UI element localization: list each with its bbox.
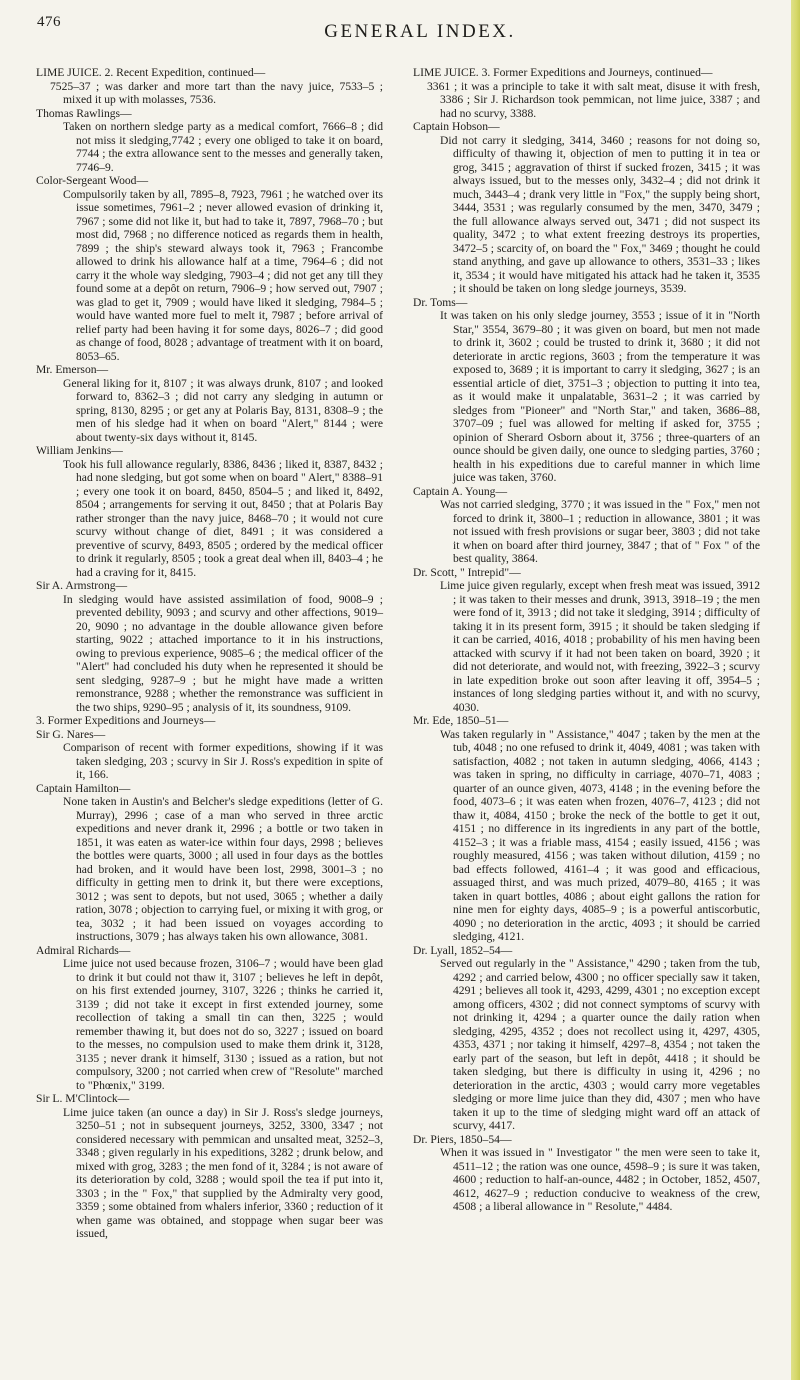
index-entry: [413, 566, 760, 715]
index-entry: [36, 728, 383, 782]
index-entry: [36, 1092, 383, 1241]
entry-text: Was taken regularly in " Assistance," 4047 ; taken by the men at the tub, 4048 ; no one refused to drink it, 4049, 4081 ; was taken with satisfaction, 4082 ; not taken in autumn sledging, 4066, 4143 ; was taken in spring, no difficulty in carriage, 4070–71, 4083 ; quarter of an ounce given, 4073, 4148 ; in the evening before the food, 4073–6 ; it was eaten when frozen, 4076–7, 4123 ; did not thaw it, 4084, 4150 ; broke the neck of the bottle to get it out, 4151 ; no difference in its ingredients in any part of the bottle, 4152–3 ; it was a friable mass, 4154 ; easily issued, 4156 ; was roughly measured, 4156 ; was taken without dilution, 4159 ; no bad effects followed, 4161–4 ; it was good and efficacious, assuaged thirst, and was much prized, 4079–80, 4165 ; it was taken in quart bottles, 4086 ; about eight gallons the ration for nine men for eighty days, 4085–9 ; is a powerful antiscorbutic, 4090 ; no deterioration in the arctic, 4093 ; it should be carried sledging, 4121.: [440, 727, 760, 943]
entry-text: None taken in Austin's and Belcher's sledge expeditions (letter of G. Murray), 2996 ; case of a man who served in three arctic expeditions and never drank it, 2996 ; a bottle or two taken in 1851, it was eaten as water-ice within four days, 2998 ; believes the bottles were quarts, 3000 ; all used in four days as the bottles had broken, and it would have been lost, 2998, 3001–3 ; no difficulty in getting men to drink it, but there were exceptions, 3012 ; was sent to depots, but not used, 3065 ; whether a daily ration, 3078 ; objection to carrying fuel, or mixing it with grog, or tea, 3032 ; it had been issued on voyages according to instructions, 3079 ; has always taken his own allowance, 3081.: [63, 795, 383, 943]
entry-text: When it was issued in " Investigator " the men were seen to take it, 4511–12 ; the ration was one ounce, 4598–9 ; is sure it was taken, 4600 ; reduction to half-an-ounce, 4482 ; in October, 1852, 4507, 4612, 4627–9 ; reduction conducive to weakness of the crew, 4508 ; a liberal allowance in " Resolute," 4484.: [440, 1146, 760, 1213]
entry-name: Color-Sergeant Wood—: [36, 174, 149, 187]
index-entry: [413, 714, 760, 944]
entry-text: Compulsorily taken by all, 7895–8, 7923, 7961 ; he watched over its issue sometimes, 7961–2 ; never allowed evasion of drinking it, 7967 ; some did not like it, but had to take it, 7897, 7968–70 ; but most did, 7968 ; no difference noticed as regards them in health, 7899 ; the ship's steward always took it, 7963 ; Francombe allowed to drink his allowance half at a time, 7964–6 ; did not carry it the whole way sledging, 7903–4 ; did not get any till they found some at a depôt on return, 7906–9 ; how served out, 7907 ; was glad to get it, 7909 ; would have liked it sledging, 7984–5 ; would have wanted more fuel to melt it, 7987 ; before arrival of relief party had been having it for some days, 8026–7 ; did good as change of food, 8028 ; advantage of treatment with it on board, 8053–65.: [63, 187, 383, 363]
index-entry: [36, 579, 383, 714]
entry-text: Lime juice taken (an ounce a day) in Sir J. Ross's sledge journeys, 3250–51 ; not in subsequent journeys, 3252, 3300, 3347 ; not considered necessary with pemmican and unsalted meat, 3252–3, 3348 ; given regularly in his expeditions, 3282 ; drunk below, and mixed with grog, 3283 ; the men fond of it, 3284 ; is not aware of its deterioration by cold, 3288 ; would spoil the tea if put into it, 3303 ; in the " Fox," that supplied by the Admiralty very good, 3359 ; some obtained from whalers inferior, 3360 ; reduction of it when game was obtained, and stoppage when sugar beer was issued,: [63, 1105, 383, 1240]
entry-name: Sir A. Armstrong—: [36, 579, 128, 592]
continuation-head: LIME JUICE. 3. Former Expeditions and Journeys, continued—: [413, 66, 713, 79]
index-entry: [413, 120, 760, 296]
entry-name: Dr. Lyall, 1852–54—: [413, 943, 513, 957]
entry-name: Captain Hobson—: [413, 120, 500, 133]
entry-name: Sir G. Nares—: [36, 727, 106, 741]
entry-text: Served out regularly in the " Assistance," 4290 ; taken from the tub, 4292 ; and carried below, 4300 ; no officer specially saw it taken, 4291 ; believes all took it, 4293, 4299, 4301 ; no exception except among officers, 4302 ; did not connect symptoms of scurvy with not drinking it, 4294 ; a quarter ounce the daily ration when sledging, 4295, 4352 ; does not recollect using it, 4297, 4305, 4353, 4371 ; nor taking it himself, 4297–8, 4354 ; not taken the early part of the season, but left in depôt, 4418 ; it should be taken sledging, but there is difficulty in using it, 4296 ; no deterioration in the arctic, 4303 ; would carry more vegetables sledging or more lime juice than they did, 4307 ; men who have taken it up to the time of sledging might ward off an attack of scurvy, 4417.: [440, 957, 760, 1132]
continuation-head: LIME JUICE. 2. Recent Expedition, continued—: [36, 66, 266, 79]
entry-name: Thomas Rawlings—: [36, 106, 132, 120]
index-entry: [36, 174, 383, 363]
right-column: [413, 66, 760, 1214]
index-entry: [413, 296, 760, 485]
entry-text: Was not carried sledging, 3770 ; it was issued in the " Fox," men not forced to drink it, 3800–1 ; reduction in allowance, 3801 ; it was not issued with fresh provisions or sugar beer, 3803 ; did not take it when on board after third journey, 3847 ; that of " Fox " of the best quality, 3864.: [440, 498, 760, 565]
continuation-text: 7525–37 ; was darker and more tart than the navy juice, 7533–5 ; mixed it up with molasses, 7536.: [50, 79, 383, 106]
index-entry: [36, 782, 383, 944]
entry-name: Dr. Piers, 1850–54—: [413, 1132, 512, 1146]
index-entry: [413, 944, 760, 1133]
entry-text: It was taken on his only sledge journey, 3553 ; issue of it in "North Star," 3554, 3679–80 ; it was given on board, but men not made to drink it, 3602 ; could be trusted to drink it, 3680 ; it did not deteriorate in arctic regions, 3603 ; from the temperature it was exposed to, 3689 ; it is important to carry it sledging, 3627 ; is an essential article of diet, 3751–3 ; objection to putting it into tea, as it would make it unpalatable, 3631–2 ; it was carried by sledges from "Pioneer" and "North Star," and taken, 3686–88, 3707–09 ; fuel was allowed for melting if asked for, 3755 ; opinion of Sherard Osborn about it, 3756 ; three-quarters of an ounce should be given daily, one ounce to sledging parties, 3760 ; health in his expeditions due to careful manner in which lime juice was taken, 3760.: [440, 309, 760, 484]
entry-text: In sledging would have assisted assimilation of food, 9008–9 ; prevented debility, 9093 ; and scurvy and other affections, 9019–20, 9090 ; no advantage in the double allowance given before starting, 9022 ; attached importance to it in his instructions, owing to previous experience, 9085–6 ; the medical officer of the "Alert" had concluded his duty when he represented it should be sent sledging, 9287–9 ; but he might have made a written remonstrance, 9288 ; whether the remonstrance was sufficient in the two ships, 9290–95 ; analysis of it, its soundness, 9109.: [63, 592, 383, 714]
page-number: 476: [37, 14, 61, 30]
index-entry: [413, 485, 760, 566]
index-entry: [36, 444, 383, 579]
index-entry: [36, 944, 383, 1093]
running-head: GENERAL INDEX.: [324, 21, 516, 42]
entry-text: Comparison of recent with former expeditions, showing if it was taken sledging, 203 ; scurvy in Sir J. Ross's expedition in spite of it, 166.: [63, 741, 383, 781]
entry-name: Mr. Ede, 1850–51—: [413, 714, 509, 727]
entry-name: Mr. Emerson—: [36, 363, 109, 376]
entry-name: Captain A. Young—: [413, 484, 508, 498]
entry-text: General liking for it, 8107 ; it was always drunk, 8107 ; and looked forward to, 8362–3 ; did not carry any sledging in autumn or spring, 8130, 8295 ; or get any at Polaris Bay, 8131, 8308–9 ; the men of his sledge had it when on board "Alert," 8144 ; were about twenty-six days without it, 8145.: [63, 376, 383, 444]
entry-text: Took his full allowance regularly, 8386, 8436 ; liked it, 8387, 8432 ; had none sledging, but got some when on board " Alert," 8388–91 ; every one took it on board, 8450, 8504–5 ; and liked it, 8492, 8504 ; arrangements for serving it out, 8450 ; that at Polaris Bay rather stronger than the navy juice, 8468–70 ; it would not cure scurvy without change of diet, 8491 ; it was considered a preventive of scurvy, 8493, 8505 ; ordered by the medical officer to drink it regularly, 8505 ; took a great deal when ill, 8403–4 ; he had a craving for it, 8415.: [63, 457, 383, 579]
entry-name: Captain Hamilton—: [36, 781, 131, 795]
entry-name: Dr. Toms—: [413, 295, 468, 309]
index-entry: [36, 107, 383, 175]
continuation-text: 3361 ; it was a principle to take it with salt meat, disuse it with fresh, 3386 ; Sir J. Richardson took pemmican, not lime juice, 3387 ; and had no scurvy, 3388.: [427, 79, 760, 120]
entry-text: Taken on northern sledge party as a medical comfort, 7666–8 ; did not miss it sledging,7742 ; every one obliged to take it on board, 7744 ; the extra allowance sent to the messes and generally taken, 7746–9.: [63, 120, 383, 174]
section-heading: 3. Former Expeditions and Journeys—: [36, 714, 216, 727]
entry-name: Admiral Richards—: [36, 943, 131, 957]
entry-text: Lime juice given regularly, except when fresh meat was issued, 3912 ; it was taken to their messes and drunk, 3913, 3918–19 ; the men were fond of it, 3913 ; did not take it sledging, 3914 ; difficulty of taking it in its present form, 3915 ; it should be taken sledging if it can be carried, 4016, 4018 ; probability of his men having been attacked with scurvy if it had not been taken on board, 3920 ; it did not deteriorate, and would not, with freezing, 3922–3 ; scurvy in late expedition broke out soon after leaving it off, 3954–5 ; instances of long sledging parties without it, and with no scurvy, 4030.: [440, 579, 760, 714]
index-entry: [36, 363, 383, 444]
left-column: [36, 66, 383, 1241]
index-entry: [413, 1133, 760, 1214]
entry-text: Lime juice not used because frozen, 3106–7 ; would have been glad to drink it but could not thaw it, 3107 ; believes he left in depôt, on his first extended journey, 3107, 3226 ; thinks he carried it, 3139 ; did not take it except in first extended journey, some recollection of taking a small tin can then, 3225 ; would remember thawing it, but does not do so, 3227 ; issued on board to the messes, no compulsion used to make them drink it, 3128, 3135 ; never drank it himself, 3130 ; issued as a ration, but not compulsory, 3200 ; not carried when crew of "Resolute" marched to "Phœnix," 3199.: [63, 957, 383, 1092]
entry-name: William Jenkins—: [36, 444, 123, 457]
entry-text: Did not carry it sledging, 3414, 3460 ; reasons for not doing so, difficulty of thawing it, objection of men to putting it in tea or grog, 3415 ; aggravation of thirst if sucked frozen, 3415 ; it was always issued, but to the messes only, 3432–4 ; did not drink it much, 3443–4 ; drank very little in "Fox," the supply being short, 3444, 3531 ; was regularly consumed by the men, 3470, 3479 ; the full allowance always served out, 3471 ; did not suspect its quality, 3472 ; to what extent freezing destroys its properties, 3472–5 ; scarcity of, on board the " Fox," 3469 ; thought he could stand anything, and gave up allowance to others, 3531–33 ; likes it, 3534 ; it would have mitigated his attack had he taken it, 3535 ; it should be taken on long sledge journeys, 3539.: [440, 133, 760, 295]
entry-name: Dr. Scott, " Intrepid"—: [413, 565, 521, 579]
page-edge: [791, 0, 800, 1380]
entry-name: Sir L. M'Clintock—: [36, 1092, 130, 1105]
